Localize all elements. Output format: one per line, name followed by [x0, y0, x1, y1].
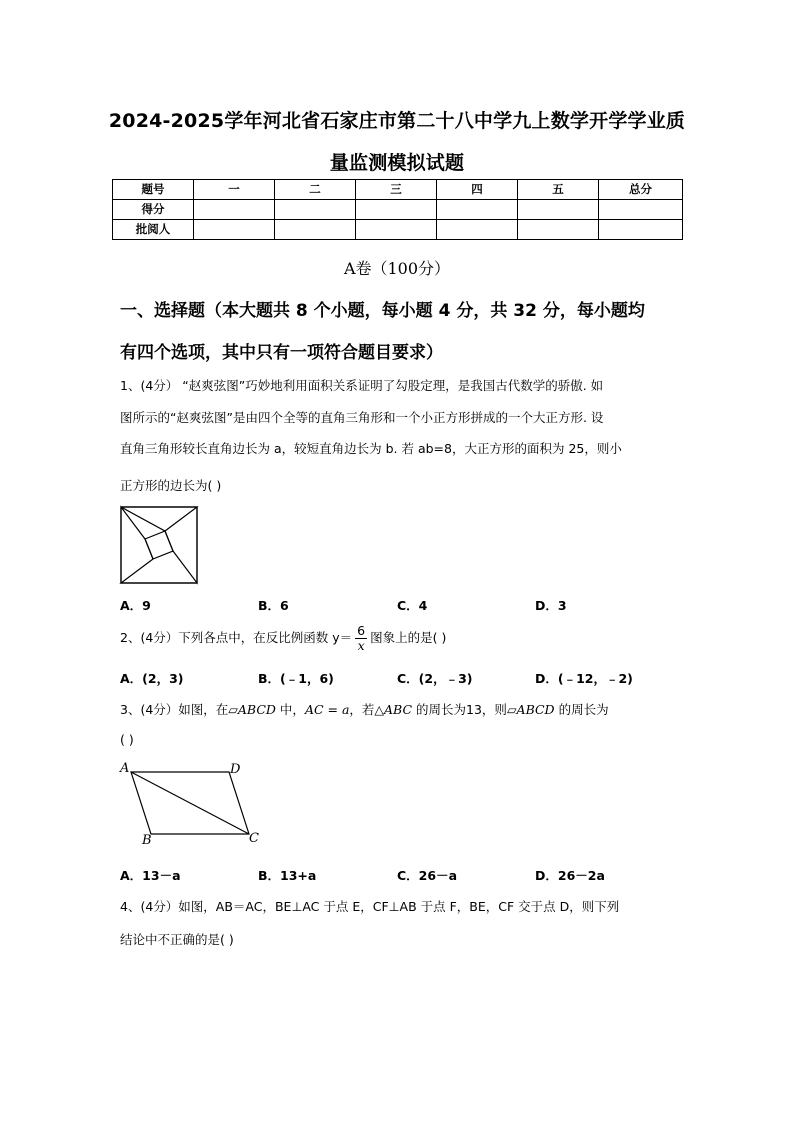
vertex-label-c: C: [249, 831, 259, 846]
score-header-cell: 三: [356, 180, 437, 200]
q2-fraction-numerator: 6: [357, 623, 366, 638]
zhao-shuang-diagram: [119, 505, 199, 585]
q3-option-b[interactable]: B．13+a: [258, 868, 317, 883]
q2-option-d[interactable]: D．(﹣12，﹣2): [535, 671, 633, 686]
q1-option-b[interactable]: B．6: [258, 598, 289, 613]
q3-text-1: 3、(4分）如图，在: [120, 702, 229, 717]
score-cell[interactable]: [275, 220, 356, 240]
score-table-header-row: [113, 180, 683, 200]
score-cell[interactable]: [599, 220, 683, 240]
score-table-row: [113, 220, 683, 240]
score-table: [112, 179, 683, 240]
vertex-label-b: B: [142, 833, 152, 848]
score-table-row: [113, 200, 683, 220]
score-cell[interactable]: [194, 200, 275, 220]
q1-option-d[interactable]: D．3: [535, 598, 567, 613]
score-cell[interactable]: [356, 200, 437, 220]
q2-fraction: [355, 624, 367, 653]
score-row-label: 得分: [113, 200, 194, 220]
vertex-label-d: D: [230, 762, 241, 777]
q3-line-1: [120, 700, 609, 718]
score-cell[interactable]: [599, 200, 683, 220]
q2-prefix: 2、(4分）下列各点中，在反比例函数 y＝: [120, 630, 353, 645]
q3-text-2: 中，: [275, 702, 305, 717]
section-heading-line-1: 一、选择题（本大题共 8 个小题，每小题 4 分，共 32 分，每小题均: [120, 301, 645, 321]
score-header-cell: 一: [194, 180, 275, 200]
q2-fraction-denominator: x: [357, 638, 365, 653]
score-cell[interactable]: [194, 220, 275, 240]
triangle-bottom: [121, 559, 197, 583]
score-cell[interactable]: [437, 220, 518, 240]
score-header-cell: 五: [518, 180, 599, 200]
volume-heading: A卷（100分）: [343, 259, 451, 278]
section-heading-line-2: 有四个选项，其中只有一项符合题目要求）: [120, 343, 443, 363]
q3-option-a[interactable]: A．13－a: [120, 868, 181, 883]
q1-option-c[interactable]: C．4: [397, 598, 428, 613]
q3-text-3: ，若: [349, 702, 375, 717]
q2-suffix: 图象上的是( ): [370, 630, 447, 645]
triangle-top: [121, 507, 197, 531]
score-cell[interactable]: [356, 220, 437, 240]
q4-line-1: 4、(4分）如图，AB＝AC，BE⊥AC 于点 E，CF⊥AB 于点 F，BE，CF 交于点 D，则下列: [120, 899, 620, 914]
score-header-cell: 总分: [599, 180, 683, 200]
triangle-right: [173, 507, 197, 583]
score-cell[interactable]: [518, 220, 599, 240]
q3-math-ac: AC = a: [304, 702, 350, 717]
q3-math-triangle: △ABC: [374, 702, 413, 717]
diagonal-ac: [131, 772, 249, 834]
score-row-label: 批阅人: [113, 220, 194, 240]
exam-title-line-2: 量监测模拟试题: [329, 152, 465, 174]
q3-math-parallelogram-2: ▱ABCD: [506, 702, 555, 717]
vertex-label-a: A: [120, 761, 130, 776]
score-header-cell: 题号: [113, 180, 194, 200]
q2-option-c[interactable]: C．(2，﹣3): [397, 671, 473, 686]
q1-line-4: 正方形的边长为( ): [120, 478, 222, 493]
q3-line-2: ( ): [120, 732, 134, 747]
q2-option-b[interactable]: B．(﹣1，6): [258, 671, 334, 686]
q4-line-2: 结论中不正确的是( ): [120, 932, 234, 947]
score-cell[interactable]: [275, 200, 356, 220]
q2-option-a[interactable]: A．(2，3): [120, 671, 184, 686]
q3-math-parallelogram: ▱ABCD: [228, 702, 276, 717]
outer-square: [121, 507, 197, 583]
q3-option-d[interactable]: D．26－2a: [535, 868, 605, 883]
exam-title-line-1: 2024-2025学年河北省石家庄市第二十八中学九上数学开学学业质: [108, 110, 686, 132]
q1-line-2: 图所示的“赵爽弦图”是由四个全等的直角三角形和一个小正方形拼成的一个大正方形. 设: [120, 410, 604, 425]
q1-line-1: 1、(4分） “赵爽弦图”巧妙地利用面积关系证明了勾股定理，是我国古代数学的骄傲. 如: [120, 378, 604, 393]
score-header-cell: 四: [437, 180, 518, 200]
q3-text-4: 的周长为13，则: [412, 702, 507, 717]
q3-text-5: 的周长为: [554, 702, 609, 717]
q2-line: [120, 624, 446, 653]
score-cell[interactable]: [437, 200, 518, 220]
inner-square: [145, 531, 173, 559]
score-header-cell: 二: [275, 180, 356, 200]
q1-line-3: 直角三角形较长直角边长为 a，较短直角边长为 b. 若 ab=8，大正方形的面积为 25，则小: [120, 441, 622, 456]
score-cell[interactable]: [518, 200, 599, 220]
q3-option-c[interactable]: C．26－a: [397, 868, 458, 883]
q1-option-a[interactable]: A．9: [120, 598, 151, 613]
